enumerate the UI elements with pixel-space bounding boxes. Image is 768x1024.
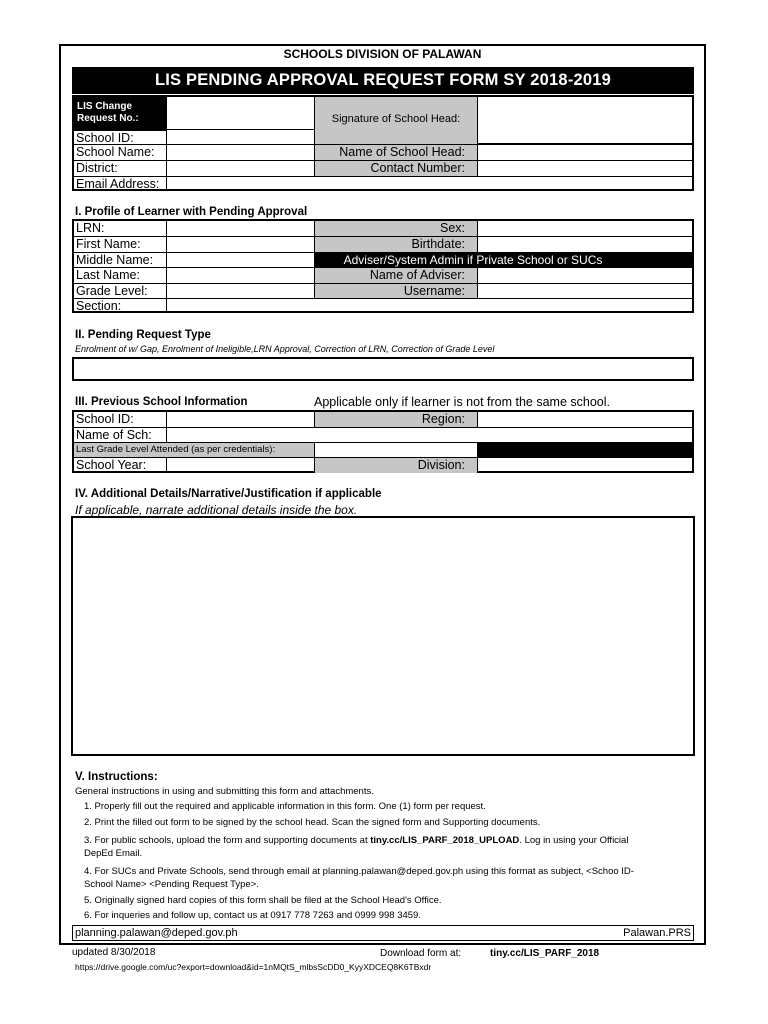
section5-heading: V. Instructions: (75, 771, 158, 783)
birthdate-input[interactable] (477, 237, 692, 252)
last-name-label: Last Name: (76, 268, 140, 282)
grade-level-input[interactable] (166, 284, 314, 298)
section2-heading: II. Pending Request Type (75, 329, 211, 341)
request-type-input[interactable] (72, 357, 694, 381)
last-grade-input[interactable] (314, 443, 477, 457)
name-of-sch-label: Name of Sch: (76, 428, 152, 442)
head-name-input[interactable] (477, 145, 692, 160)
lis-change-label: LIS Change Request No.: (74, 97, 166, 130)
download-link[interactable]: tiny.cc/LIS_PARF_2018 (490, 948, 600, 959)
first-name-input[interactable] (166, 237, 314, 252)
prev-school-id-input[interactable] (166, 412, 314, 427)
prev-division-input[interactable] (477, 458, 692, 473)
school-id-input[interactable] (166, 130, 314, 145)
section4-sub: If applicable, narrate additional details inside the box. (75, 503, 358, 517)
prev-school-id-label: School ID: (76, 412, 134, 426)
sex-input[interactable] (477, 221, 692, 236)
form-title: LIS PENDING APPROVAL REQUEST FORM SY 2018-2019 (72, 67, 694, 94)
school-name-label: School Name: (76, 145, 155, 159)
middle-name-label: Middle Name: (76, 253, 154, 267)
sex-label: Sex: (314, 221, 477, 236)
birthdate-label: Birthdate: (314, 237, 477, 252)
signature-label: Signature of School Head: (314, 97, 477, 144)
region-label: Region: (314, 412, 477, 427)
district-input[interactable] (166, 161, 314, 176)
instruction-1: 1. Properly fill out the required and applicable information in this form. One (1) form per request. (84, 801, 486, 812)
contact-label: Contact Number: (314, 161, 477, 176)
updated-date: updated 8/30/2018 (72, 947, 156, 958)
last-grade-label: Last Grade Level Attended (as per credentials): (74, 443, 314, 457)
download-url[interactable]: https://drive.google.com/uc?export=download&id=1nMQtS_mlbsScDD0_KyyXDCEQ8K6TBxdr (75, 962, 432, 972)
school-info-table (72, 95, 694, 191)
adviser-name-input[interactable] (477, 268, 692, 283)
first-name-label: First Name: (76, 237, 141, 251)
request-type-options: Enrolment of w/ Gap, Enrolment of Ineligible,LRN Approval, Correction of LRN, Correction of Grade Level (75, 344, 495, 354)
section1-heading: I. Profile of Learner with Pending Approval (75, 206, 308, 218)
section-input[interactable] (166, 299, 692, 313)
username-label: Username: (314, 284, 477, 298)
section4-heading: IV. Additional Details/Narrative/Justification if applicable (75, 488, 382, 500)
section3-heading: III. Previous School Information (75, 396, 248, 408)
school-year-label: School Year: (76, 458, 147, 472)
last-name-input[interactable] (166, 268, 314, 283)
lrn-input[interactable] (166, 221, 314, 236)
instructions-intro: General instructions in using and submitting this form and attachments. (75, 786, 374, 797)
email-input[interactable] (166, 177, 692, 191)
username-input[interactable] (477, 284, 692, 298)
lrn-label: LRN: (76, 221, 105, 235)
name-of-sch-input[interactable] (166, 428, 692, 442)
footer-bar (72, 925, 694, 941)
division-heading: SCHOOLS DIVISION OF PALAWAN (283, 47, 482, 61)
instruction-6: 6. For inqueries and follow up, contact us at 0917 778 7263 and 0999 998 3459. (84, 910, 421, 921)
lis-change-input[interactable] (166, 97, 314, 130)
upload-link[interactable]: tiny.cc/LIS_PARF_2018_UPLOAD (370, 835, 520, 846)
contact-input[interactable] (477, 161, 692, 176)
school-year-input[interactable] (166, 458, 314, 473)
section3-note: Applicable only if learner is not from the same school. (314, 395, 610, 409)
instruction-4: 4. For SUCs and Private Schools, send through email at planning.palawan@deped.gov.ph using this format as subject, <Schoo ID- School Name> <Pending Request Type>. (84, 866, 634, 890)
middle-name-input[interactable] (166, 253, 314, 267)
footer-org: Palawan.PRS (623, 927, 691, 939)
download-label: Download form at: (380, 948, 462, 959)
last-grade-blank (477, 443, 692, 457)
learner-profile-table (72, 219, 694, 313)
footer-email[interactable]: planning.palawan@deped.gov.ph (75, 927, 238, 939)
signature-input[interactable] (477, 97, 692, 144)
district-label: District: (76, 161, 118, 175)
prev-division-label: Division: (314, 458, 477, 473)
adviser-banner: Adviser/System Admin if Private School or SUCs (314, 253, 692, 267)
previous-school-table (72, 410, 694, 473)
school-name-input[interactable] (166, 145, 314, 160)
email-label: Email Address: (76, 177, 160, 191)
instruction-5: 5. Originally signed hard copies of this form shall be filed at the School Head's Office. (84, 895, 442, 906)
region-input[interactable] (477, 412, 692, 427)
head-name-label: Name of School Head: (314, 145, 477, 160)
instruction-2: 2. Print the filled out form to be signed by the school head. Scan the signed form and Supporting documents. (84, 817, 541, 828)
section-label: Section: (76, 299, 122, 313)
adviser-name-label: Name of Adviser: (314, 268, 477, 283)
grade-level-label: Grade Level: (76, 284, 148, 298)
instruction-3: 3. For public schools, upload the form and supporting documents at tiny.cc/LIS_PARF_2018_UPLOAD. Log in using your Official DepEd Email. (84, 835, 629, 859)
narrative-box[interactable] (71, 516, 695, 756)
school-id-label: School ID: (74, 130, 166, 145)
